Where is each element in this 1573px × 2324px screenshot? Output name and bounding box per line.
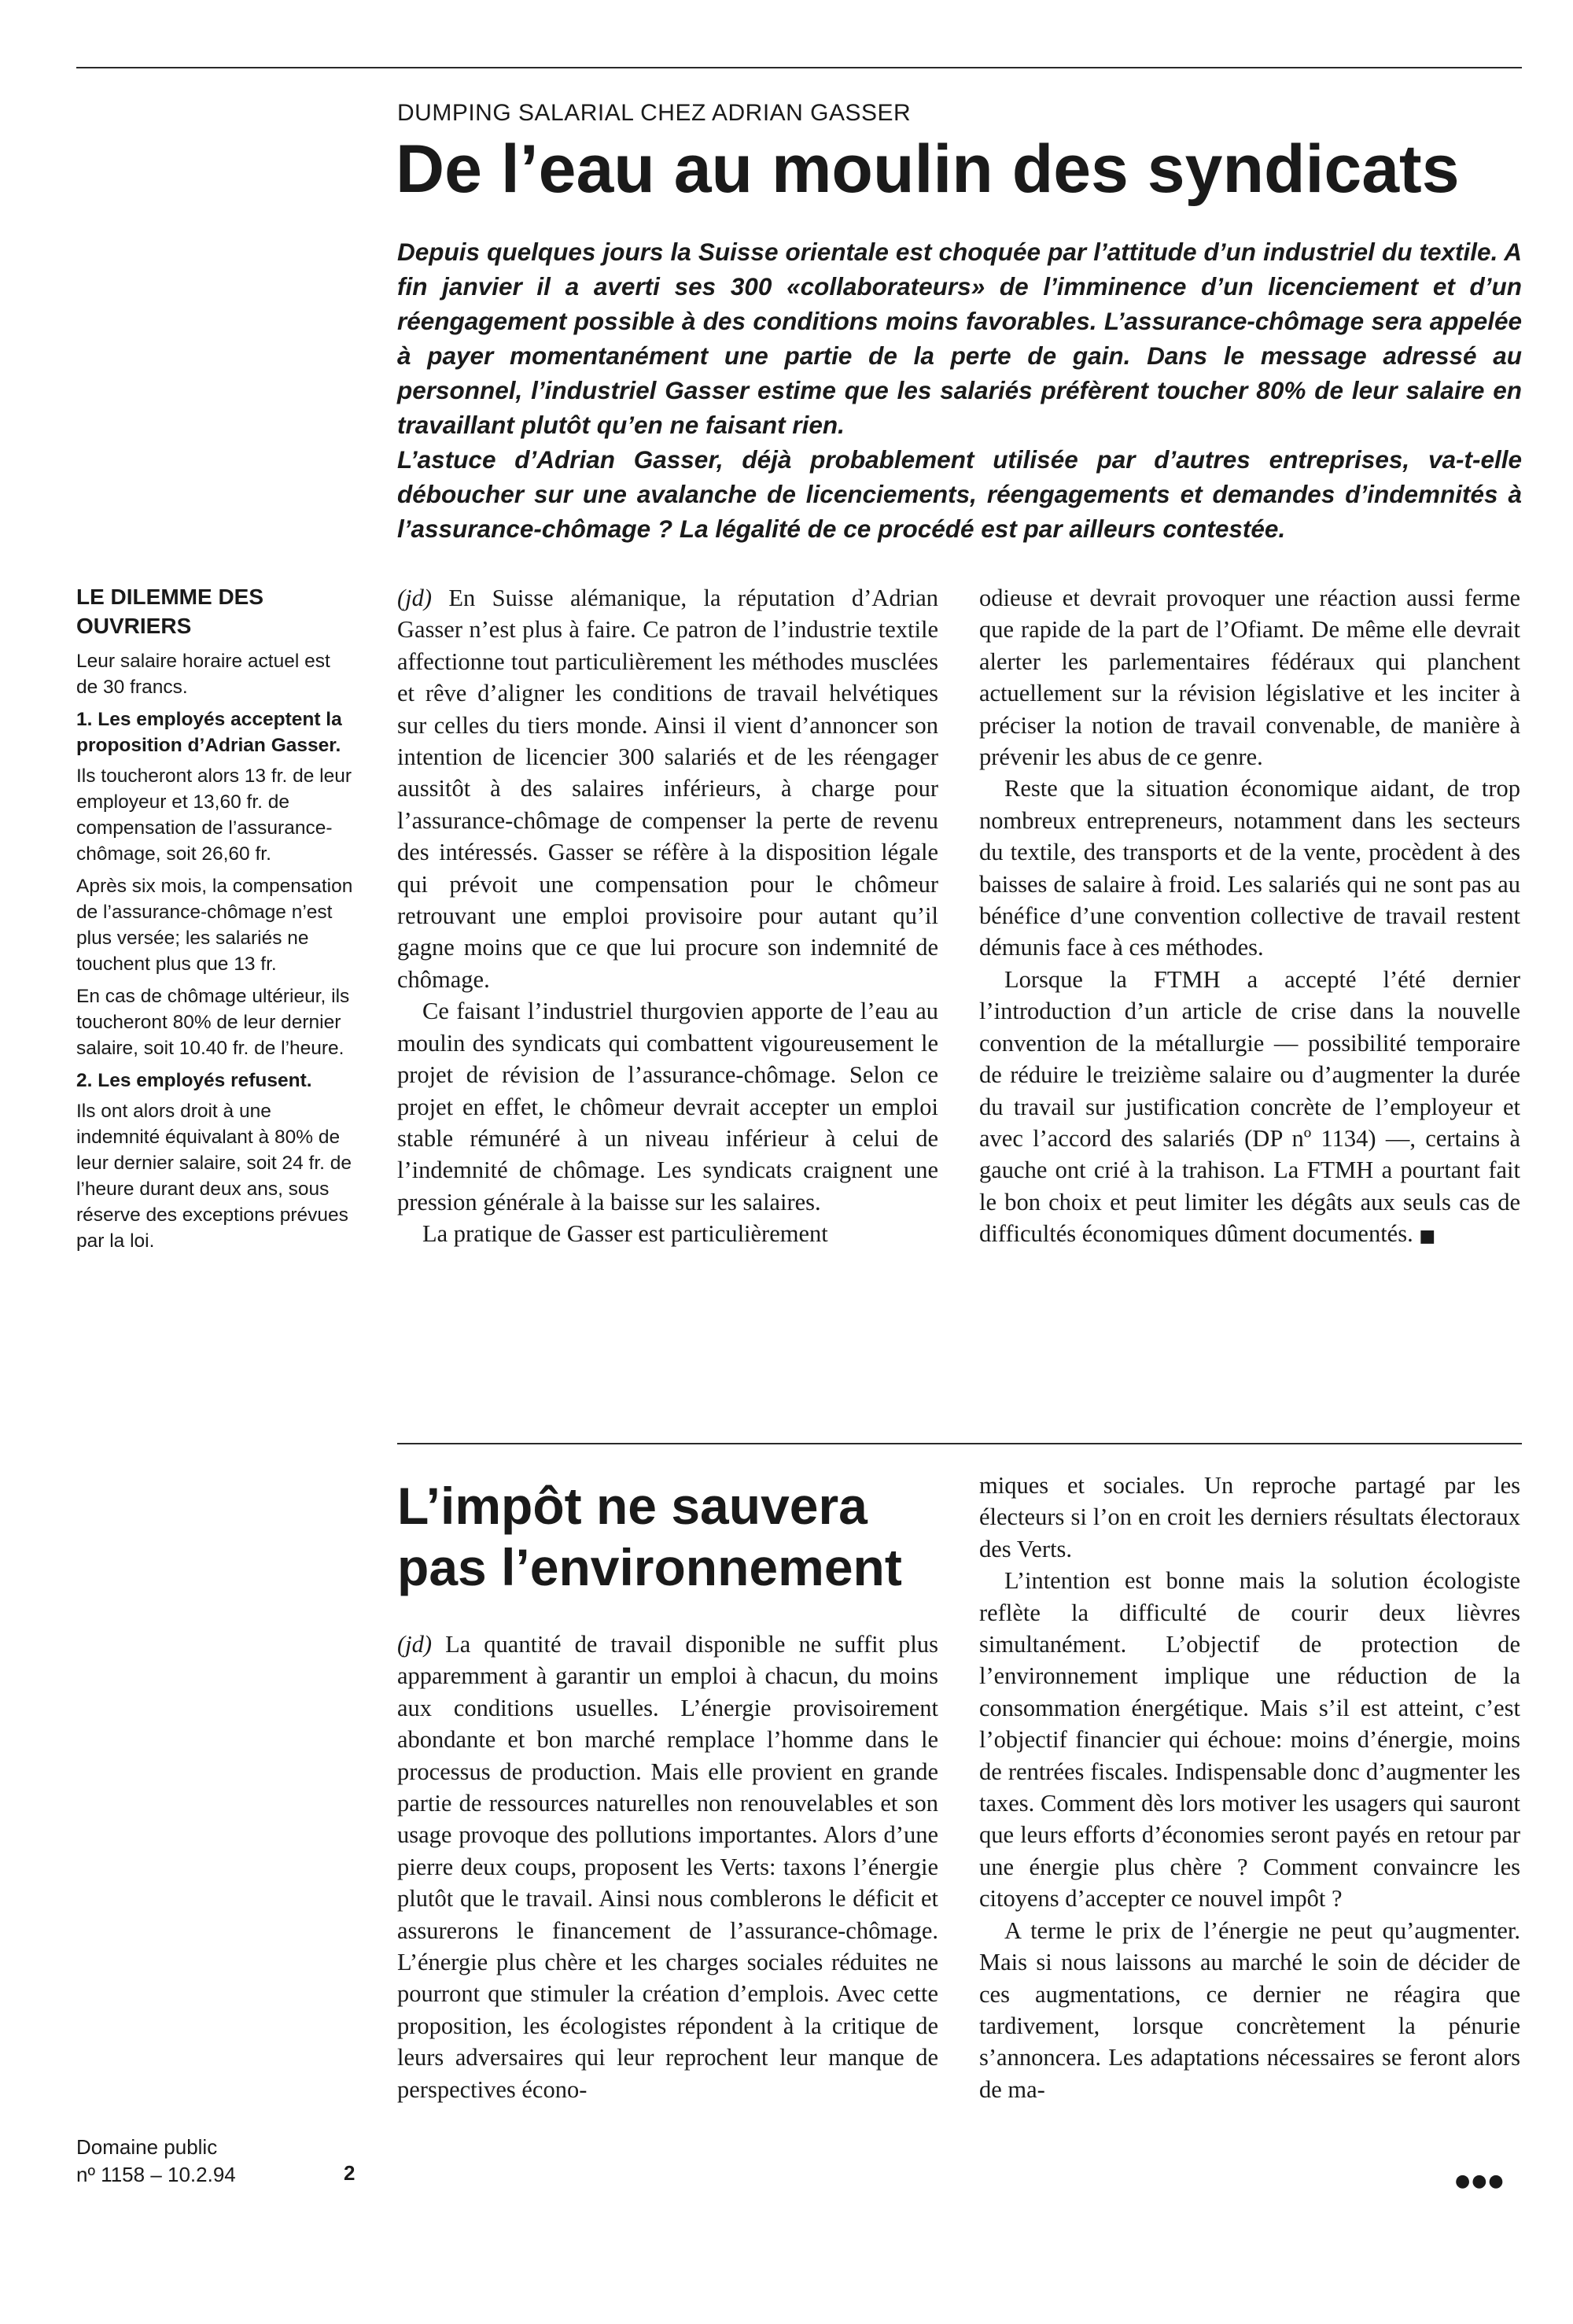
sidebar-text: Ils ont alors droit à une indemnité équivalant à 80% de leur dernier salaire, soit 24 fr. de l’heure durant deux ans, sous réserve des exceptions prévues par la loi. [76, 1101, 352, 1252]
sidebar-case-heading: 2. Les employés refusent. [76, 1070, 312, 1091]
body-paragraph: miques et sociales. Un reproche partagé par les électeurs si l’on en croit les derniers résultats électoraux des Verts. [979, 1472, 1520, 1562]
article-column [979, 582, 1520, 1253]
body-paragraph: Reste que la situation économique aidant, de trop nombreux entrepreneurs, notamment dans les secteurs du textile, des transports et de la vente, procèdent à des baisses de salaire à froid. Les salariés qui ne sont pas au bénéfice d’une convention collective de travail restent démunis face à ces méthodes. [979, 775, 1520, 961]
page-footer [76, 2134, 236, 2189]
body-paragraph: Ce faisant l’industriel thurgovien apporte de l’eau au moulin des syndicats qui combattent vigoureusement le projet de révision de l’assurance-chômage. Selon ce projet en effet, le chômeur devrait accepter un emploi stable rémunéré à un niveau inférieur à celui de l’indemnité de chômage. Les syndicats craignent une pression générale à la baisse sur les salaires. [397, 998, 938, 1215]
body-paragraph: odieuse et devrait provoquer une réaction aussi ferme que rapide de la part de l’Ofiamt. De même elle devrait alerter les parlementaires fédéraux qui planchent actuellement sur la révision législative et les inciter à préciser la notion de travail convenable, de manière à prévenir les abus de ce genre. [979, 585, 1520, 771]
top-rule [76, 67, 1522, 68]
sidebar-case-heading: 1. Les employés acceptent la proposition d’Adrian Gasser. [76, 709, 342, 756]
sidebar-box [76, 582, 355, 1260]
body-paragraph [397, 582, 938, 995]
article-headline: De l’eau au moulin des syndicats [396, 131, 1460, 207]
article-lead [397, 234, 1522, 546]
body-paragraph: La pratique de Gasser est particulièrement [422, 1220, 828, 1248]
paragraph-text: En Suisse alémanique, la réputation d’Adrian Gasser n’est plus à faire. Ce patron de l’industrie textile affectionne tout particulièrement les méthodes musclées et rêve d’aligner les conditions de travail helvétiques sur celles du tiers monde. Ainsi il vient d’annoncer son intention de licencier 300 salariés et de les réengager aussitôt à des salaires inférieurs, à charge pour l’assurance-chômage de compenser la perte de revenu des intéressés. Gasser se réfère à la disposition légale qui prévoit une compensation pour le chômeur retrouvant une emploi provisoire pour autant qu’il gagne moins que ce que lui procure son indemnité de chômage. [397, 585, 938, 993]
page-number: 2 [344, 2161, 355, 2185]
end-of-article-mark: ■ [1419, 1227, 1436, 1247]
lead-paragraph: Depuis quelques jours la Suisse orientale est choquée par l’attitude d’un industriel du textile. A fin janvier il a averti ses 300 «collaborateurs» de l’imminence d’un licenciement et d’un réengagement possible à des conditions moins favorables. L’assurance-chômage sera appelée à payer momentanément une partie de la perte de gain. Dans le message adressé au personnel, l’industriel Gasser estime que les salariés préfèrent toucher 80% de leur salaire en travaillant plutôt qu’en ne faisant rien. [397, 238, 1522, 439]
body-paragraph [979, 964, 1520, 1253]
byline: (jd) [397, 1631, 433, 1658]
paragraph-text: La quantité de travail disponible ne suffit plus apparemment à garantir un emploi à chacun, du moins aux conditions usuelles. L’énergie provisoirement abondante et bon marché remplace l’homme dans le processus de production. Mais elle provient en grande partie de ressources naturelles non renouvelables et son usage provoque des pollutions importantes. Alors d’une pierre deux coups, proposent les Verts: taxons l’énergie plutôt que le travail. Ainsi nous comblerons le déficit et assurerons le financement de l’assurance-chômage. L’énergie plus chère et les charges sociales réduites ne pourront que stimuler la création d’emplois. Avec cette proposition, les écologistes répondent à la critique de leurs adversaires qui leur reprochent leur manque de perspectives écono- [397, 1631, 938, 2103]
article-column [397, 1629, 938, 2105]
body-paragraph [397, 1629, 938, 2105]
sidebar-text: Ils toucheront alors 13 fr. de leur employeur et 13,60 fr. de compensation de l’assurance-chômage, soit 26,60 fr. [76, 765, 352, 865]
sidebar-text: Après six mois, la compensation de l’assurance-chômage n’est plus versée; les salariés ne touchent plus que 13 fr. [76, 876, 353, 975]
article-headline: L’impôt ne sauvera pas l’environnement [397, 1477, 902, 1596]
body-paragraph: A terme le prix de l’énergie ne peut qu’augmenter. Mais si nous laissons au marché le soin de décider de ces augmentations, ce dernier ne réagira que tardivement, lorsque concrètement la pénurie s’annoncera. Les adaptations nécessaires se feront alors de ma- [979, 1916, 1520, 2103]
article-kicker: DUMPING SALARIAL CHEZ ADRIAN GASSER [397, 100, 912, 126]
paragraph-text: Lorsque la FTMH a accepté l’été dernier l’introduction d’un article de crise dans la nouvelle convention de la métallurgie — possibilité temporaire de réduire le treizième salaire ou d’augmenter la durée du travail sur justification concrète de l’employeur et avec l’accord des salariés (DP nº 1134) —, certains à gauche ont crié à la trahison. La FTMH a pourtant fait le bon choix et peut limiter les dégâts aux seuls cas de difficultés économiques dûment documentés. [979, 965, 1520, 1248]
continued-mark: ●●● [1455, 2171, 1505, 2191]
byline: (jd) [397, 585, 433, 611]
publication-name: Domaine public [76, 2135, 218, 2159]
section-rule [397, 1443, 1522, 1444]
lead-paragraph: L’astuce d’Adrian Gasser, déjà probablement utilisée par d’autres entreprises, va-t-elle déboucher sur une avalanche de licenciements, réengagements et demandes d’indemnités à l’assurance-chômage ? La légalité de ce procédé est par ailleurs contestée. [397, 445, 1522, 543]
sidebar-text: En cas de chômage ultérieur, ils toucheront 80% de leur dernier salaire, soit 10.40 fr. de l’heure. [76, 986, 350, 1059]
issue-info: nº 1158 – 10.2.94 [76, 2163, 236, 2186]
body-paragraph: L’intention est bonne mais la solution écologiste reflète la difficulté de courir deux lièvres simultanément. L’objectif de protection de l’environnement implique une réduction de la consommation énergétique. Mais s’il est atteint, c’est l’objectif financier qui échoue: moins d’énergie, moins de rentrées fiscales. Indispensable donc d’augmenter les taxes. Comment dès lors motiver les usagers qui sauront que leurs efforts d’économies seront payés en retour par une énergie plus chère ? Comment convaincre les citoyens d’accepter ce nouvel impôt ? [979, 1567, 1520, 1913]
article-column [979, 1470, 1520, 2105]
sidebar-intro: Leur salaire horaire actuel est de 30 francs. [76, 651, 330, 698]
sidebar-title: LE DILEMME DES OUVRIERS [76, 585, 264, 638]
article-column [397, 582, 938, 1250]
